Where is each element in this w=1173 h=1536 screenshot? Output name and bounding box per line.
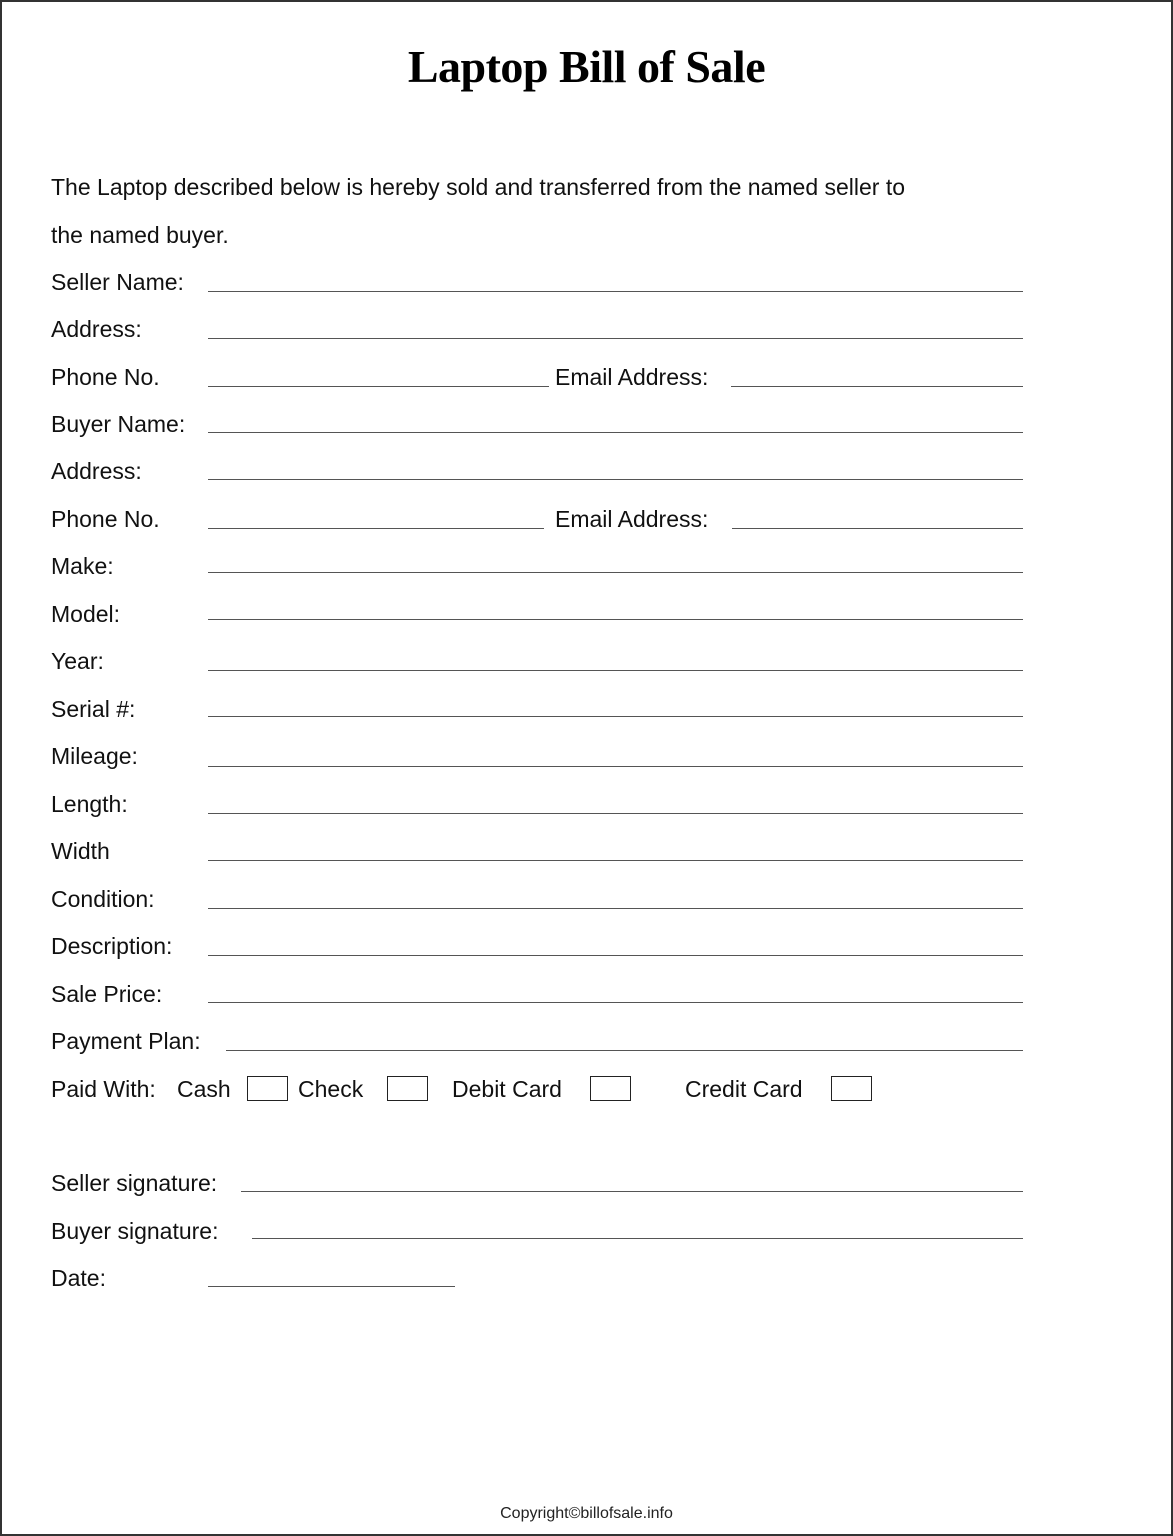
mileage-label: Mileage: — [51, 743, 138, 769]
seller-email-label: Email Address: — [555, 364, 709, 390]
intro-text-line1: The Laptop described below is hereby sold and transferred from the named seller to — [51, 174, 906, 200]
paid-credit-checkbox[interactable] — [831, 1076, 872, 1101]
seller-phone-field[interactable] — [208, 386, 549, 387]
paid-cash-label: Cash — [177, 1076, 231, 1102]
year-field[interactable] — [208, 670, 1023, 671]
paid-credit-label: Credit Card — [685, 1076, 803, 1102]
date-label: Date: — [51, 1265, 106, 1291]
sale-price-field[interactable] — [208, 1002, 1023, 1003]
width-label: Width — [51, 838, 110, 864]
date-field[interactable] — [208, 1286, 455, 1287]
seller-signature-label: Seller signature: — [51, 1170, 218, 1196]
paid-check-checkbox[interactable] — [387, 1076, 428, 1101]
buyer-email-label: Email Address: — [555, 506, 709, 532]
paid-debit-checkbox[interactable] — [590, 1076, 631, 1101]
length-field[interactable] — [208, 813, 1023, 814]
paid-check-label: Check — [298, 1076, 364, 1102]
description-field[interactable] — [208, 955, 1023, 956]
buyer-phone-label: Phone No. — [51, 506, 160, 532]
intro-text-line2: the named buyer. — [51, 222, 229, 248]
width-field[interactable] — [208, 860, 1023, 861]
model-field[interactable] — [208, 619, 1023, 620]
condition-label: Condition: — [51, 886, 155, 912]
seller-phone-label: Phone No. — [51, 364, 160, 390]
seller-address-field[interactable] — [208, 338, 1023, 339]
seller-name-label: Seller Name: — [51, 269, 184, 295]
payment-plan-field[interactable] — [226, 1050, 1023, 1051]
make-field[interactable] — [208, 572, 1023, 573]
buyer-signature-field[interactable] — [252, 1238, 1023, 1239]
seller-email-field[interactable] — [731, 386, 1023, 387]
buyer-name-field[interactable] — [208, 432, 1023, 433]
buyer-address-label: Address: — [51, 458, 142, 484]
make-label: Make: — [51, 553, 114, 579]
buyer-signature-label: Buyer signature: — [51, 1218, 219, 1244]
payment-plan-label: Payment Plan: — [51, 1028, 201, 1054]
paid-cash-checkbox[interactable] — [247, 1076, 288, 1101]
mileage-field[interactable] — [208, 766, 1023, 767]
document-title: Laptop Bill of Sale — [407, 41, 766, 92]
paid-debit-label: Debit Card — [452, 1076, 562, 1102]
description-label: Description: — [51, 933, 173, 959]
condition-field[interactable] — [208, 908, 1023, 909]
sale-price-label: Sale Price: — [51, 981, 163, 1007]
buyer-address-field[interactable] — [208, 479, 1023, 480]
serial-field[interactable] — [208, 716, 1023, 717]
year-label: Year: — [51, 648, 104, 674]
model-label: Model: — [51, 601, 121, 627]
buyer-phone-field[interactable] — [208, 528, 544, 529]
serial-label: Serial #: — [51, 696, 136, 722]
buyer-name-label: Buyer Name: — [51, 411, 186, 437]
buyer-email-field[interactable] — [732, 528, 1023, 529]
seller-name-field[interactable] — [208, 291, 1023, 292]
seller-signature-field[interactable] — [241, 1191, 1023, 1192]
paid-with-label: Paid With: — [51, 1076, 156, 1102]
length-label: Length: — [51, 791, 128, 817]
copyright-footer: Copyright©billofsale.info — [500, 1505, 673, 1522]
seller-address-label: Address: — [51, 316, 142, 342]
